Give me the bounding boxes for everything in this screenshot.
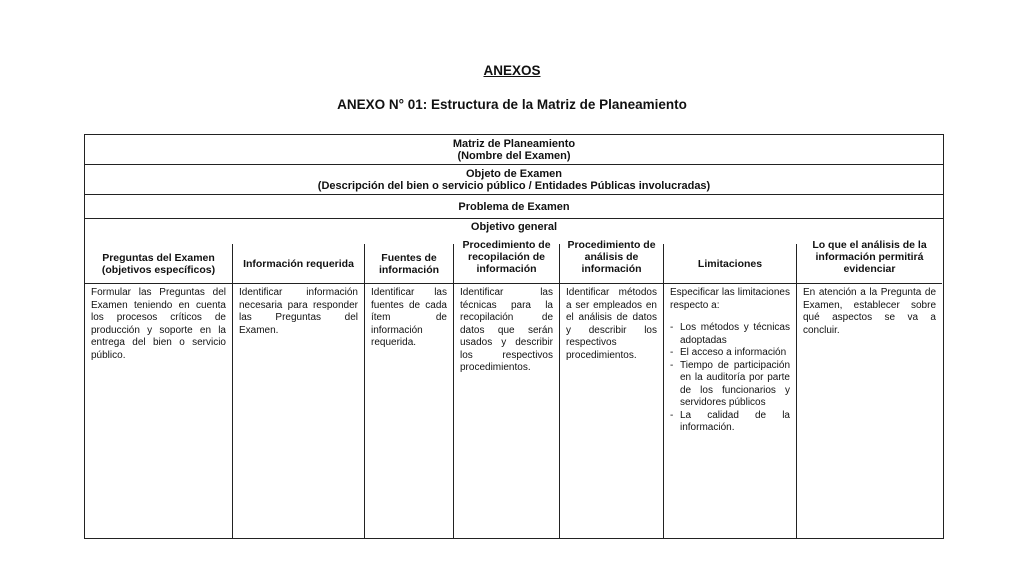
column-info-sources (365, 244, 454, 538)
list-item: - Tiempo de participación en la auditoría por parte de los funcionarios y servidores públicos (670, 360, 790, 410)
column-header: Preguntas del Examen (objetivos específicos) (85, 244, 232, 284)
matrix-title-band (85, 135, 943, 165)
column-body: Identificar métodos a ser empleados en el análisis de datos y describir los respectivos procedimientos. (566, 287, 657, 361)
annex-title: ANEXOS (483, 63, 541, 78)
limitations-intro: Especificar las limitaciones respecto a: (670, 287, 790, 311)
matrix-exam-name: (Nombre del Examen) (457, 150, 571, 162)
column-body: Formular las Preguntas del Examen teniendo en cuenta los procesos críticos de producción y soporte en la entrega del bien o servicio público. (91, 287, 226, 361)
object-description: (Descripción del bien o servicio público / Entidades Públicas involucradas) (317, 180, 711, 192)
problem-title: Problema de Examen (458, 201, 570, 213)
column-body: Identificar información necesaria para responder las Preguntas del Examen. (239, 287, 358, 336)
general-objective-title: Objetivo general (470, 221, 558, 233)
column-body (664, 285, 796, 437)
column-header: Fuentes de información (365, 244, 453, 284)
list-item: - Los métodos y técnicas adoptadas (670, 322, 790, 347)
list-item: - El acceso a información (670, 347, 790, 360)
column-body: Identificar las fuentes de cada ítem de información requerida. (371, 287, 447, 348)
column-header: Procedimiento de análisis de información (560, 231, 663, 284)
object-title: Objeto de Examen (466, 168, 562, 180)
column-limitations (664, 244, 797, 538)
matrix-title: Matriz de Planeamiento (452, 138, 576, 150)
limitations-list (670, 322, 790, 435)
column-header: Limitaciones (664, 244, 796, 284)
object-band (85, 165, 943, 195)
column-header: Procedimiento de recopilación de información (454, 231, 559, 284)
column-body: Identificar las técnicas para la recopilación de datos que serán usados y describir los respectivos procedimientos. (460, 287, 553, 373)
problem-band (85, 195, 943, 219)
list-item: - La calidad de la información. (670, 410, 790, 435)
column-expected-evidence (797, 239, 942, 538)
column-required-info (233, 244, 365, 538)
column-header: Lo que el análisis de la información permitirá evidenciar (797, 231, 942, 284)
column-collection-procedure (454, 239, 560, 538)
matrix-columns (85, 239, 943, 538)
column-analysis-procedure (560, 239, 664, 538)
planning-matrix-table (84, 134, 944, 539)
annex-subtitle: ANEXO N° 01: Estructura de la Matriz de Planeamiento (337, 97, 687, 112)
column-exam-questions (85, 244, 233, 538)
column-header: Información requerida (233, 244, 364, 284)
column-body: En atención a la Pregunta de Examen, establecer sobre qué aspectos se va a concluir. (803, 287, 936, 336)
